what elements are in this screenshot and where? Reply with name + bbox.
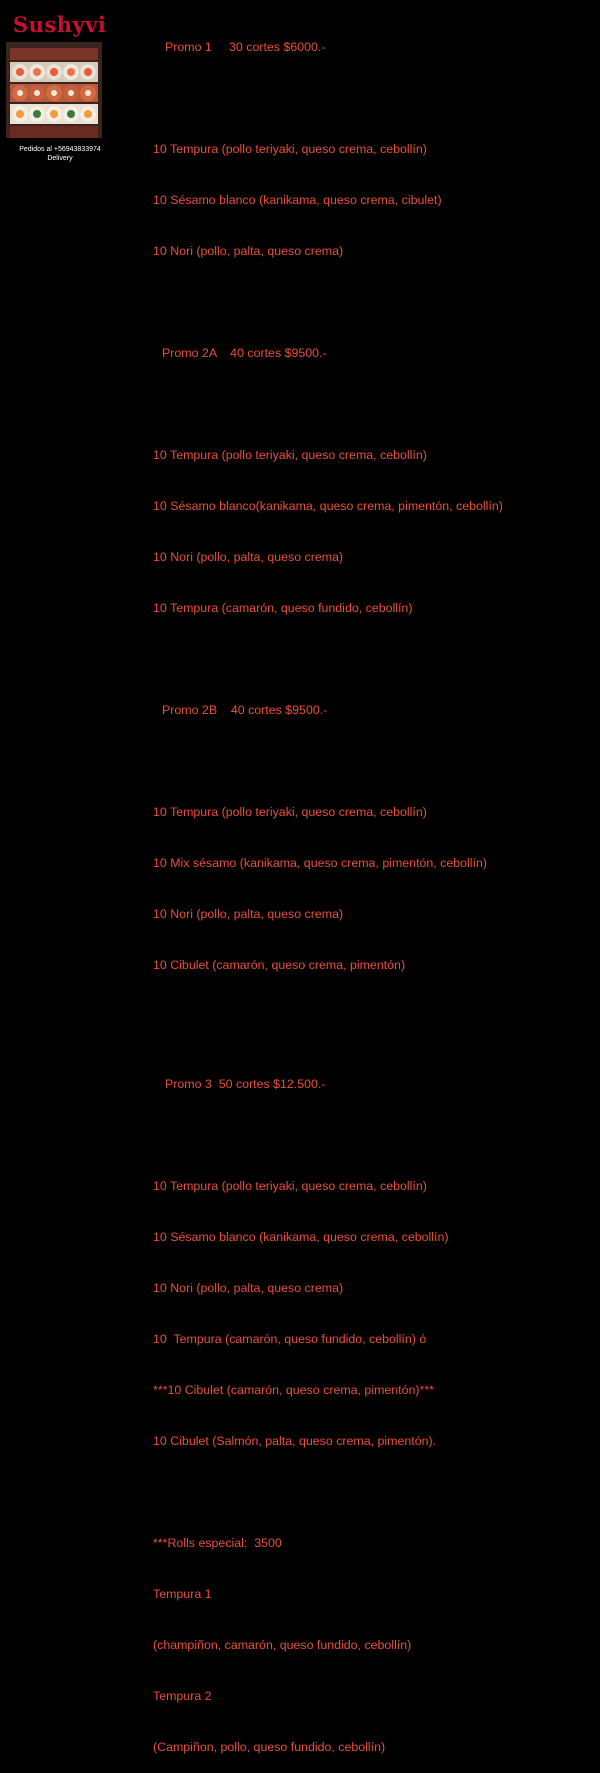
list-item: 10 Nori (pollo, palta, queso crema) — [153, 1281, 344, 1295]
list-item: (Campiñon, pollo, queso fundido, cebollín) — [153, 1740, 386, 1754]
promo-menu — [153, 5, 598, 1773]
list-item: 10 Nori (pollo, palta, queso crema) — [153, 907, 344, 921]
list-item: (champiñon, camarón, queso fundido, cebollín) — [153, 1638, 412, 1652]
list-item: 10 Cibulet (camarón, queso crema, pimentón) — [153, 958, 406, 972]
promo3-title: Promo 3 50 cortes $12.500.- — [165, 1077, 326, 1091]
list-item: 10 Tempura (pollo teriyaki, queso crema, cebollín) — [153, 805, 427, 819]
list-item: ***10 Cibulet (camarón, queso crema, pimentón)*** — [153, 1383, 434, 1397]
sushi-platter-image — [6, 42, 102, 138]
list-item: 10 Sésamo blanco(kanikama, queso crema, pimentón, cebollín) — [153, 499, 503, 513]
contact-info — [0, 145, 120, 163]
profile-avatar[interactable] — [6, 42, 102, 138]
list-item: 10 Tempura (pollo teriyaki, queso crema, cebollín) — [153, 142, 427, 156]
list-item: Tempura 2 — [153, 1689, 212, 1703]
brand-name: Sushyvi — [13, 12, 107, 37]
sidebar — [0, 0, 115, 600]
promo2a-title: Promo 2A 40 cortes $9500.- — [162, 346, 327, 360]
list-item: 10 Mix sésamo (kanikama, queso crema, pimentón, cebollín) — [153, 856, 488, 870]
promo2b-title: Promo 2B 40 cortes $9500.- — [162, 703, 328, 717]
list-item: 10 Cibulet (Salmón, palta, queso crema, pimentón). — [153, 1434, 437, 1448]
special-title: ***Rolls especial: 3500 — [153, 1536, 282, 1550]
list-item: 10 Tempura (pollo teriyaki, queso crema, cebollín) — [153, 448, 427, 462]
list-item: Tempura 1 — [153, 1587, 212, 1601]
list-item: 10 Sésamo blanco (kanikama, queso crema, cebollín) — [153, 1230, 449, 1244]
list-item: 10 Tempura (pollo teriyaki, queso crema, cebollín) — [153, 1179, 427, 1193]
promo1-title: Promo 1 30 cortes $6000.- — [165, 40, 326, 54]
list-item: 10 Tempura (camarón, queso fundido, cebollín) — [153, 601, 413, 615]
list-item: 10 Tempura (camarón, queso fundido, cebollín) ó — [153, 1332, 427, 1346]
list-item: 10 Nori (pollo, palta, queso crema) — [153, 550, 344, 564]
contact-phone: Pedidos al +56943833974 — [19, 146, 101, 153]
list-item: 10 Nori (pollo, palta, queso crema) — [153, 244, 344, 258]
list-item: 10 Sésamo blanco (kanikama, queso crema, cibulet) — [153, 193, 442, 207]
contact-delivery: Delivery — [47, 155, 73, 162]
